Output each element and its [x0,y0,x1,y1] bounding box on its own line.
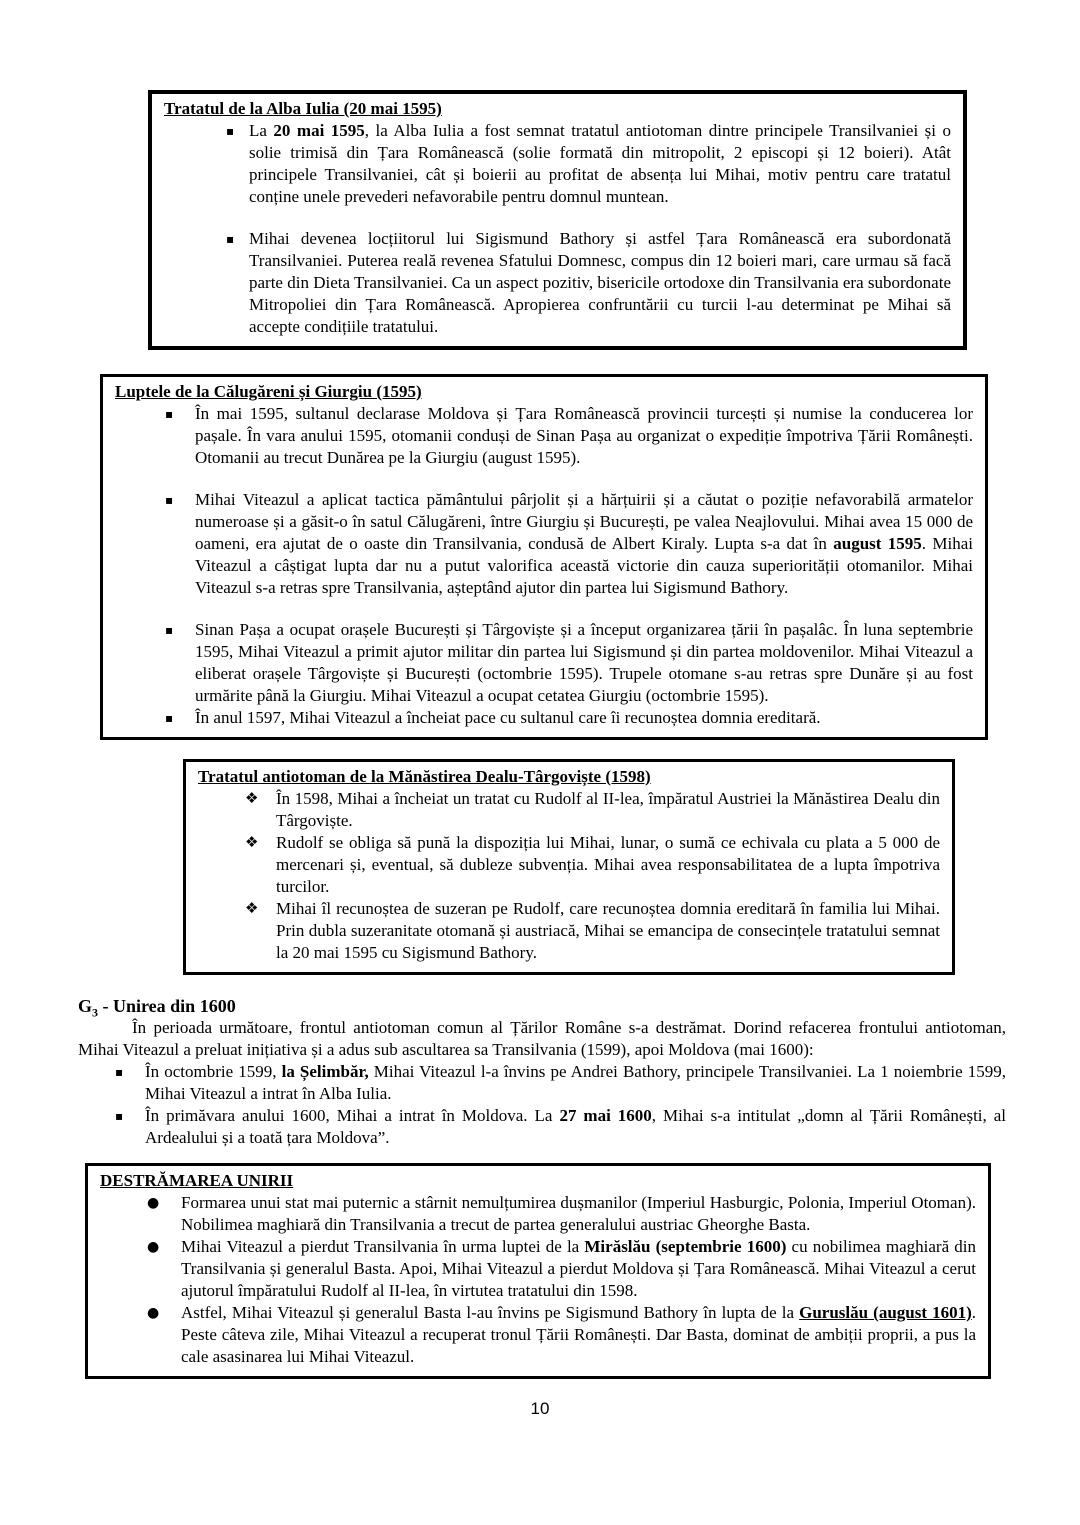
text-segment: la Șelimbăr, [281,1062,369,1081]
text-segment: La [249,121,274,140]
section-box-luptele-calugareni-giurgiu [100,374,988,740]
list-item [115,707,973,729]
bullet-list [164,120,951,338]
text-segment: cu nobilimea maghiară din Transilvania și generalul Basta. Apoi, Mihai Viteazul a pierdut Moldova și Țara Românească. Mihai Viteazul a cerut ajutorul împăratului Rudolf al II-lea, în virtutea tratatului din 1598. [181,1237,976,1300]
list-item [198,832,940,898]
text-segment: . Mihai Viteazul a câștigat lupta dar nu a putut valorifica această victorie din cauza superiorității otomanilor. Mihai Viteazul s-a retras spre Transilvania, așteptând ajutor din partea lui Sigismund Bathory. [195,534,973,597]
bullet-list [100,1192,976,1368]
list-item [100,1236,976,1302]
text-segment: Astfel, Mihai Viteazul și generalul Basta l-au învins pe Sigismund Bathory în lupta de la [181,1303,800,1322]
section-box-tratatul-alba-iulia [148,90,967,350]
section-title: Tratatul de la Alba Iulia (20 mai 1595) [164,99,442,118]
text-segment: 27 mai 1600 [559,1106,652,1125]
text-segment: În mai 1595, sultanul declarase Moldova și Țara Românească provincii turcești și numise la conducerea lor pașale. În vara anului 1595, otomanii conduși de Sinan Pașa au organizat o expediție împotriva Țării Românești. Otomanii au trecut Dunărea pe la Giurgiu (august 1595). [195,404,973,467]
list-item [115,489,973,599]
text-segment: Mihai devenea locțiitorul lui Sigismund Bathory și astfel Țara Românească era subordonată Transilvaniei. Puterea reală revenea Sfatului Domnesc, compus din 12 boieri mari, care urmau să facă parte din Dieta Transilvaniei. Ca un aspect pozitiv, bisericile ortodoxe din Transilvania era subordonate Mitropoliei din Țara Românească. Apropierea confruntării cu turcii l-au determinat pe Mihai să accepte condițiile tratatului. [249,229,951,336]
text-segment: . Peste câteva zile, Mihai Viteazul a recuperat tronul Țării Românești. Dar Basta, dominat de ambiții proprii, a pus la cale asasinarea lui Mihai Viteazul. [181,1303,976,1366]
bullet-list [198,788,940,964]
list-item [198,788,940,832]
section-box-tratatul-manastirea-dealu [183,759,955,975]
list-item [100,1302,976,1368]
text-segment: Mirăslău (septembrie 1600) [584,1237,787,1256]
text-segment: , la Alba Iulia a fost semnat tratatul antiotoman dintre principele Transilvaniei și o solie trimisă din Țara Românească (solie formată din mitropolit, 2 episcopi și 12 boieri). Atât principele Transilvaniei, cât și boierii au profitat de absența lui Mihai, motiv pentru care tratatul conține unele prevederi nefavorabile pentru domnul muntean. [249,121,951,206]
text-segment: , Mihai s-a intitulat „domn al Țării Românești, al Ardealului și a toată țara Moldova”. [145,1106,1007,1147]
text-segment: În octombrie 1599, [145,1062,282,1081]
list-item [78,1105,1006,1149]
text-segment: Guruslău (august 1601) [799,1303,972,1322]
list-item [100,1192,976,1236]
list-item [164,120,951,208]
text-segment: Mihai îl recunoștea de suzeran pe Rudolf, care recunoștea domnia ereditară în familia lui Mihai. Prin dubla suzeranitate otomană și austriacă, Mihai se emancipa de consecințele tratatului semnat la 20 mai 1595 cu Sigismund Bathory. [276,899,940,962]
bullet-list [115,403,973,729]
section-unirea-din-1600 [78,995,1006,1149]
text-segment: 20 mai 1595 [273,121,365,140]
intro-paragraph: În perioada următoare, frontul antiotoman comun al Țărilor Române s-a destrămat. Dorind refacerea frontului antiotoman, Mihai Viteazul a preluat inițiativa și a adus sub ascultarea sa Transilvania (1599), apoi Moldova (mai 1600): [78,1018,1006,1059]
list-item [78,1061,1006,1105]
text-segment: Sinan Pașa a ocupat orașele București și Târgoviște și a început organizarea țării în pașalâc. În luna septembrie 1595, Mihai Viteazul a primit ajutor militar din partea lui Sigismund și din partea moldovenilor. Mihai Viteazul a eliberat orașele Târgoviște și București (octombrie 1595). Trupele otomane s-au retras spre Dunăre și au fost urmărite până la Giurgiu. Mihai Viteazul a ocupat cetatea Giurgiu (octombrie 1595). [195,620,973,705]
text-segment: Mihai Viteazul a aplicat tactica pământului pârjolit și a hărțuirii și a căutat o poziție nefavorabilă armatelor numeroase și a găsit-o în satul Călugăreni, între Giurgiu și București, pe valea Neajlovului. Mihai avea 15 000 de oameni, era ajutat de o oaste din Transilvania, condusă de Albert Kiraly. Lupta s-a dat în [195,490,973,553]
text-segment: Mihai Viteazul l-a învins pe Andrei Bathory, principele Transilvaniei. La 1 noiembrie 1599, Mihai Viteazul a intrat în Alba Iulia. [145,1062,1006,1103]
list-item [115,403,973,469]
list-item [198,898,940,964]
text-segment: În anul 1597, Mihai Viteazul a încheiat pace cu sultanul care îi recunoștea domnia ereditară. [195,708,821,727]
section-title: Luptele de la Călugăreni și Giurgiu (1595) [115,382,422,401]
text-segment: august 1595 [833,534,922,553]
page-number: 10 [530,1399,550,1418]
text-segment: G [78,996,93,1016]
text-segment: În primăvara anului 1600, Mihai a intrat în Moldova. La [145,1106,560,1125]
text-segment: În 1598, Mihai a încheiat un tratat cu Rudolf al II-lea, împăratul Austriei la Mănăstirea Dealu din Târgoviște. [276,789,940,830]
text-segment: Mihai Viteazul a pierdut Transilvania în urma luptei de la [181,1237,585,1256]
text-segment: 3 [92,1005,99,1020]
section-box-destramarea-unirii [85,1163,991,1379]
list-item [164,228,951,338]
text-segment: Rudolf se obliga să pună la dispoziția lui Mihai, lunar, o sumă ce echivala cu plata a 5 000 de mercenari și, eventual, să dubleze subvenția. Mihai avea responsabilitatea de a lupta împotriva turcilor. [276,833,940,896]
bullet-list [78,1061,1006,1149]
section-title: Tratatul antiotoman de la Mănăstirea Dealu-Târgoviște (1598) [198,767,651,786]
section-title: DESTRĂMAREA UNIRII [100,1171,294,1190]
text-segment: Formarea unui stat mai puternic a stârnit nemulțumirea dușmanilor (Imperiul Hasburgic, Polonia, Imperiul Otoman). Nobilimea maghiară din Transilvania a trecut de partea generalului austriac Gheorghe Basta. [181,1193,976,1234]
text-segment: - Unirea din 1600 [98,996,236,1016]
section-heading [78,995,1006,1020]
list-item [115,619,973,707]
